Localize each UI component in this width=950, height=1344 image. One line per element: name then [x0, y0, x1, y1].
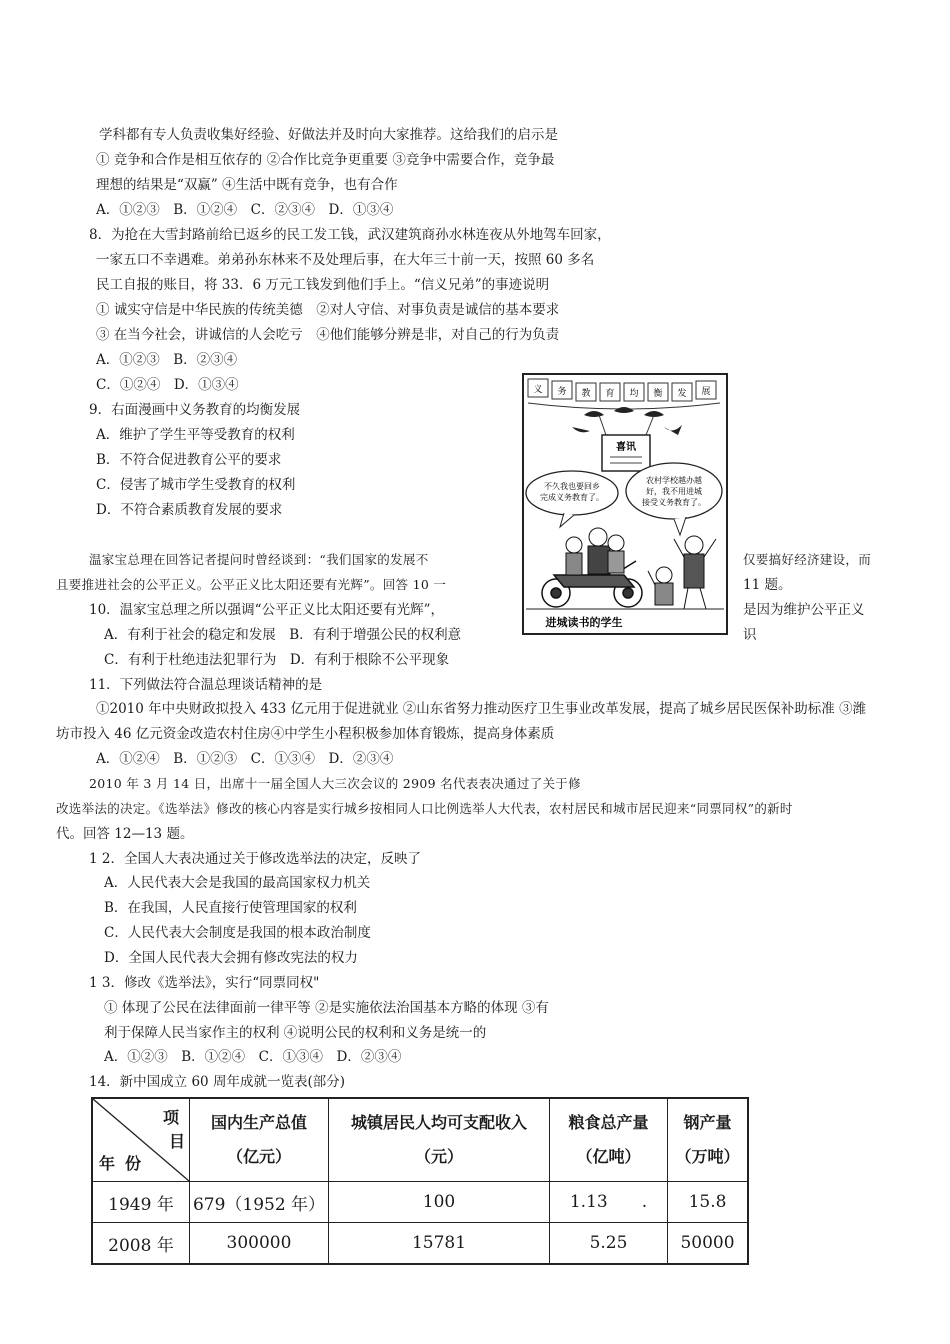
table-row: [92, 1182, 748, 1223]
cell-income: 15781: [329, 1223, 550, 1265]
cell-steel: 15.8: [668, 1182, 749, 1223]
banner: [528, 379, 720, 409]
riders-icon: [566, 528, 624, 575]
header-line: （万吨）: [675, 1147, 740, 1166]
header-line: 钢产量: [683, 1113, 732, 1132]
cartoon-caption: 进城读书的学生: [545, 616, 623, 629]
q14-stem: 14．新中国成立 60 周年成就一览表(部分): [89, 1074, 345, 1090]
passage-line: 且要推进社会的公平正义。公平正义比太阳还要有光辉”。回答 10 一: [56, 577, 447, 592]
banner-char: 务: [557, 387, 567, 397]
passage-line: 11 题。: [743, 577, 792, 593]
q8-option-line: ① 诚实守信是中华民族的传统美德 ②对人守信、对事负责是诚信的基本要求: [96, 302, 560, 318]
corner-label-mid: 目: [168, 1132, 185, 1151]
q12-stem: 1 2．全国人大表决通过关于修改选举法的决定，反映了: [89, 851, 421, 867]
cell-income: 100: [329, 1182, 550, 1223]
banner-char: 衡: [653, 389, 663, 399]
bubble-right-line: 农村学校越办越: [646, 476, 702, 485]
education-cartoon: [522, 373, 728, 635]
header-line: 国内生产总值: [210, 1113, 307, 1132]
grain-value: 1.13: [569, 1192, 608, 1212]
q9-choice: A．维护了学生平等受教育的权利: [96, 427, 295, 443]
corner-label-top: 项: [162, 1108, 179, 1127]
q7-choices: A．①②③ B．①②④ C．②③④ D．①③④: [96, 202, 394, 218]
header-steel: [668, 1098, 749, 1182]
passage-line: 2010 年 3 月 14 日，出席十一届全国人大三次会议的 2909 名代表表决通过了关于修: [89, 776, 581, 791]
bubble-right-line: 好，我不用进城: [646, 487, 702, 496]
banner-char: 义: [533, 385, 543, 395]
banner-char: 均: [629, 389, 639, 399]
q9-choice: C．侵害了城市学生受教育的权利: [96, 477, 296, 493]
q13-option-line: ① 体现了公民在法律面前一律平等 ②是实施依法治国基本方略的体现 ③有: [104, 1000, 549, 1016]
q12-choice: B．在我国，人民直接行使管理国家的权利: [104, 900, 357, 916]
children-icon: [648, 536, 716, 609]
q10-choice: A．有利于社会的稳定和发展 B．有利于增强公民的权利意: [104, 627, 462, 643]
header-line: （亿元）: [226, 1147, 291, 1166]
achievement-table: [91, 1097, 749, 1265]
cell-year: 1949 年: [92, 1182, 190, 1223]
q7-option-line: 理想的结果是“双赢” ④生活中既有竞争，也有合作: [96, 177, 398, 193]
cartoon-drawing: [524, 375, 726, 633]
q12-choice: D．全国人民代表大会拥有修改宪法的权力: [104, 950, 358, 966]
table-header-row: [92, 1098, 748, 1182]
q9-choice: B．不符合促进教育公平的要求: [96, 452, 282, 468]
cell-gdp: 679（1952 年）: [190, 1182, 329, 1223]
q11-option-line: ①2010 年中央财政拟投入 433 亿元用于促进就业 ②山东省努力推动医疗卫生事业改革发展，提高了城乡居民医保补助标准 ③潍: [96, 701, 867, 717]
q10-stem: 10．温家宝总理之所以强调“公平正义比太阳还要有光辉”，: [89, 602, 444, 618]
table-corner-cell: [92, 1098, 190, 1182]
q13-option-line: 利于保障人民当家作主的权利 ④说明公民的权利和义务是统一的: [104, 1025, 487, 1041]
q13-stem: 1 3．修改《选举法》，实行“同票同权": [89, 975, 320, 991]
q11-stem: 11．下列做法符合温总理谈话精神的是: [89, 677, 323, 693]
q8-stem: 一家五口不幸遇难。弟弟孙东林来不及处理后事，在大年三十前一天，按照 60 多名: [96, 252, 595, 268]
q13-choices: A．①②③ B．①②④ C．①③④ D．②③④: [104, 1049, 402, 1065]
bubble-right-line: 接受义务教育了。: [642, 498, 706, 507]
q12-choice: A．人民代表大会是我国的最高国家权力机关: [104, 875, 371, 891]
news-sign: [602, 435, 650, 471]
q10-stem: 是因为维护公平正义: [743, 602, 865, 618]
cell-grain: [550, 1223, 668, 1265]
cell-grain: [550, 1182, 668, 1223]
grain-mark: .: [641, 1192, 648, 1212]
q8-stem: 民工自报的账目，将 33．6 万元工钱发到他们手上。“信义兄弟”的事迹说明: [96, 277, 550, 293]
header-line: 城镇居民人均可支配收入: [350, 1113, 527, 1132]
q11-choices: A．①②④ B．①②③ C．①③④ D．②③④: [96, 751, 394, 767]
passage-line: 代。回答 12—13 题。: [56, 826, 194, 842]
q9-stem: 9．右面漫画中义务教育的均衡发展: [89, 402, 301, 418]
passage-line: 温家宝总理在回答记者提问时曾经谈到：“我们国家的发展不: [89, 552, 429, 567]
q11-option-line: 坊市投入 46 亿元资金改造农村住房④中学生小程积极参加体育锻炼，提高身体素质: [56, 726, 555, 742]
news-sign-title: 喜讯: [616, 442, 636, 453]
q7-stem-tail: 学科都有专人负责收集好经验、好做法并及时向大家推荐。这给我们的启示是: [99, 127, 558, 143]
q8-stem: 8．为抢在大雪封路前给已返乡的民工发工钱，武汉建筑商孙水林连夜从外地驾车回家，: [89, 227, 611, 243]
bubble-left-line: 不久我也要回乡: [544, 482, 600, 491]
cell-steel: 50000: [668, 1223, 749, 1265]
header-line: （亿吨）: [576, 1147, 641, 1166]
q12-choice: C．人民代表大会制度是我国的根本政治制度: [104, 925, 371, 941]
cell-gdp: 300000: [190, 1223, 329, 1265]
q8-choices: C．①②④ D．①③④: [96, 377, 239, 393]
cell-year: 2008 年: [92, 1223, 190, 1265]
table-row: [92, 1223, 748, 1265]
passage-line: 仅要搞好经济建设，而: [743, 552, 872, 567]
q9-choice: D．不符合素质教育发展的要求: [96, 502, 283, 518]
header-line: 粮食总产量: [568, 1113, 649, 1132]
passage-line: 改选举法的决定。《选举法》修改的核心内容是实行城乡按相同人口比例选举人大代表，农村居民和城市居民迎来“同票同权”的新时: [56, 801, 793, 816]
banner-char: 展: [701, 387, 711, 397]
bubble-left-line: 完成义务教育了。: [540, 493, 604, 502]
q10-choice: C．有利于杜绝违法犯罪行为 D．有利于根除不公平现象: [104, 652, 450, 668]
header-income: [329, 1098, 550, 1182]
corner-label-bottom: 年份: [99, 1154, 152, 1173]
banner-char: 育: [605, 389, 615, 399]
header-line: （元）: [414, 1147, 463, 1166]
birds-icon: [572, 407, 682, 435]
q8-option-line: ③ 在当今社会，讲诚信的人会吃亏 ④他们能够分辨是非，对自己的行为负责: [96, 327, 560, 343]
banner-char: 发: [677, 389, 687, 399]
q7-option-line: ① 竞争和合作是相互依存的 ②合作比竞争更重要 ③竞争中需要合作，竞争最: [96, 152, 555, 168]
banner-char: 教: [581, 389, 591, 399]
header-grain: [550, 1098, 668, 1182]
q10-choice: 识: [743, 627, 757, 643]
header-gdp: [190, 1098, 329, 1182]
q8-choices: A．①②③ B．②③④: [96, 352, 238, 368]
grain-value: 5.25: [589, 1233, 628, 1253]
